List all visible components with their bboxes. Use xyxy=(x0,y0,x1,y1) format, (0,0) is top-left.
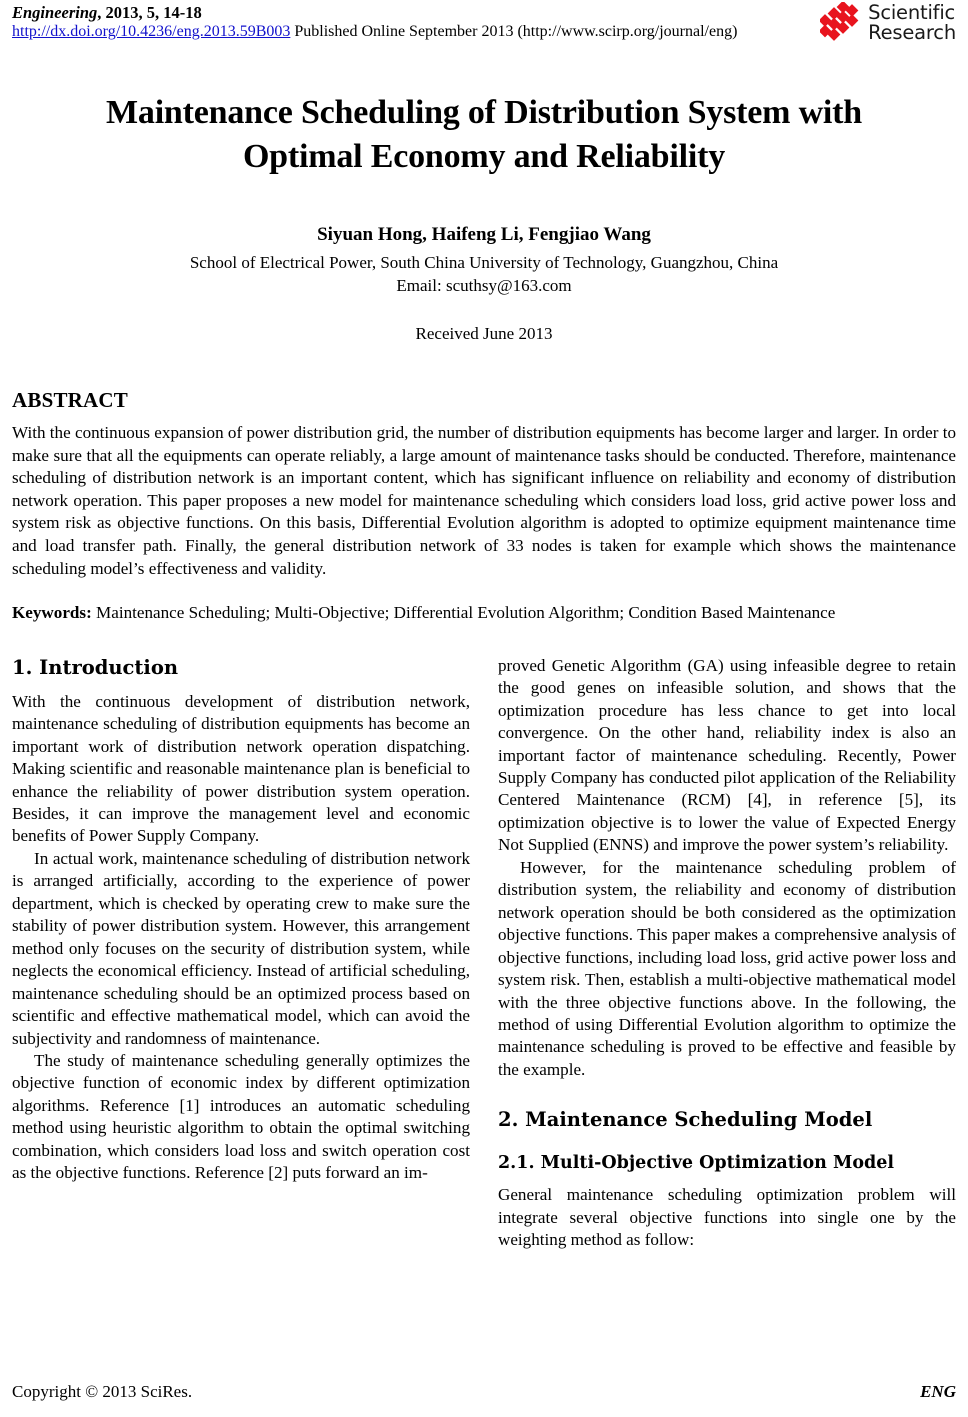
doi-line xyxy=(12,22,956,42)
subsection-heading-multi-objective-optimization-model: 2.1. Multi-Objective Optimization Model xyxy=(498,1153,895,1174)
doi-link[interactable]: http://dx.doi.org/10.4236/eng.2013.59B003 xyxy=(12,23,291,40)
journal-name: Engineering xyxy=(12,3,98,22)
scirp-diamond-mark-icon xyxy=(820,2,864,44)
right-column xyxy=(498,655,956,1252)
paragraph: With the continuous development of distribution network, maintenance scheduling of distribution equipments has become an important work of distribution network operation dispatching. Making scientific and reasonable maintenance plan is beneficial to enhance the reliability of power distribution system operation. Besides, it can improve the management level and economic benefits of Power Supply Company. xyxy=(12,691,470,846)
journal-abbreviation: ENG xyxy=(920,1382,956,1401)
contact-email: Email: scuthsy@163.com xyxy=(396,276,572,295)
publication-info: Published Online September 2013 (http://www.scirp.org/journal/eng) xyxy=(290,23,738,40)
section-heading-maintenance-scheduling-model: 2. Maintenance Scheduling Model xyxy=(498,1108,873,1132)
paragraph: proved Genetic Algorithm (GA) using infeasible degree to retain the good genes on infeasible solution, and shows that the optimization procedure has less chance to get into local convergence. On the other hand, reliability index is also an important factor of maintenance scheduling. Recently, Power Supply Company has conducted pilot application of the Reliability Centered Maintenance (RCM) [4], in reference [5], its optimization objective is to lower the value of Expected Energy Not Supplied (ENNS) and improve the power system’s reliability. xyxy=(498,655,956,855)
journal-issue-info: , 2013, 5, 14-18 xyxy=(97,3,202,22)
running-head xyxy=(12,0,956,49)
left-column xyxy=(12,655,470,1185)
logo-text-line-1: Scientific xyxy=(868,1,956,24)
keywords-text: Maintenance Scheduling; Multi-Objective; Differential Evolution Algorithm; Condition Based Maintenance xyxy=(91,603,836,623)
section-heading-introduction: 1. Introduction xyxy=(12,655,179,679)
keywords-label: Keywords: xyxy=(12,603,92,623)
paragraph: However, for the maintenance scheduling problem of distribution system, the reliability and economy of distribution network operation should be both considered as the optimization objective functions. This paper makes a comprehensive analysis of objective functions, including load loss, grid active power loss and system risk. Then, establish a multi-objective mathematical model with the three objective functions above. In the following, the method of using Differential Evolution algorithm to optimize the maintenance scheduling is proved to be effective and feasible by the example. xyxy=(498,857,956,1079)
keywords-block xyxy=(12,602,956,625)
abstract-text: With the continuous expansion of power distribution grid, the number of distribution equipments has become larger and larger. In order to make sure that all the equipments can operate reliably, a large amount of maintenance tasks should be conducted. Therefore, maintenance scheduling of distribution network is an important content, which has significant influence on reliability and economy of distribution network operation. This paper proposes a new model for maintenance scheduling which considers load loss, grid active power loss and system risk as objective functions. On this basis, Differential Evolution algorithm is adopted to optimize equipment maintenance time and load transfer path. Finally, the general distribution network of 33 nodes is taken for example which shows the maintenance scheduling model’s effectiveness and validity. xyxy=(12,423,956,578)
journal-citation-line xyxy=(12,3,956,22)
paragraph: General maintenance scheduling optimization problem will integrate several objective functions into single one by the weighting method as follow: xyxy=(498,1185,956,1250)
affiliation: School of Electrical Power, South China University of Technology, Guangzhou, China xyxy=(189,253,779,272)
page-footer xyxy=(12,1381,956,1403)
logo-text-line-2: Research xyxy=(868,21,956,44)
logo-wordmark xyxy=(868,3,956,43)
paragraph: The study of maintenance scheduling generally optimizes the objective function of economic index by different optimization algorithms. Reference [1] introduces an automatic scheduling method using heuristic algorithm to obtain the optimal switching combination, which considers load loss and switch operation cost as the objective functions. Reference [2] puts forward an im- xyxy=(12,1051,470,1183)
abstract-heading: ABSTRACT xyxy=(12,388,128,412)
scientific-research-logo xyxy=(820,2,956,44)
author-list: Siyuan Hong, Haifeng Li, Fengjiao Wang xyxy=(317,224,651,245)
received-date: Received June 2013 xyxy=(415,324,553,343)
abstract-section xyxy=(12,387,956,625)
body-columns xyxy=(12,655,956,1252)
paragraph: In actual work, maintenance scheduling of distribution network is arranged artificially, according to the experience of power department, which is checked by operating crew to make sure the stability of power distribution system. However, this arrangement method only focuses on the security of distribution system, while neglects the economical efficiency. Instead of artificial scheduling, maintenance scheduling should be an optimized process based on scientific and effective mathematical model, which can avoid the subjectivity and randomness of maintenance. xyxy=(12,848,470,1048)
copyright-notice: Copyright © 2013 SciRes. xyxy=(12,1382,193,1401)
paper-title: Maintenance Scheduling of Distribution System with Optimal Economy and Reliability xyxy=(106,94,862,175)
